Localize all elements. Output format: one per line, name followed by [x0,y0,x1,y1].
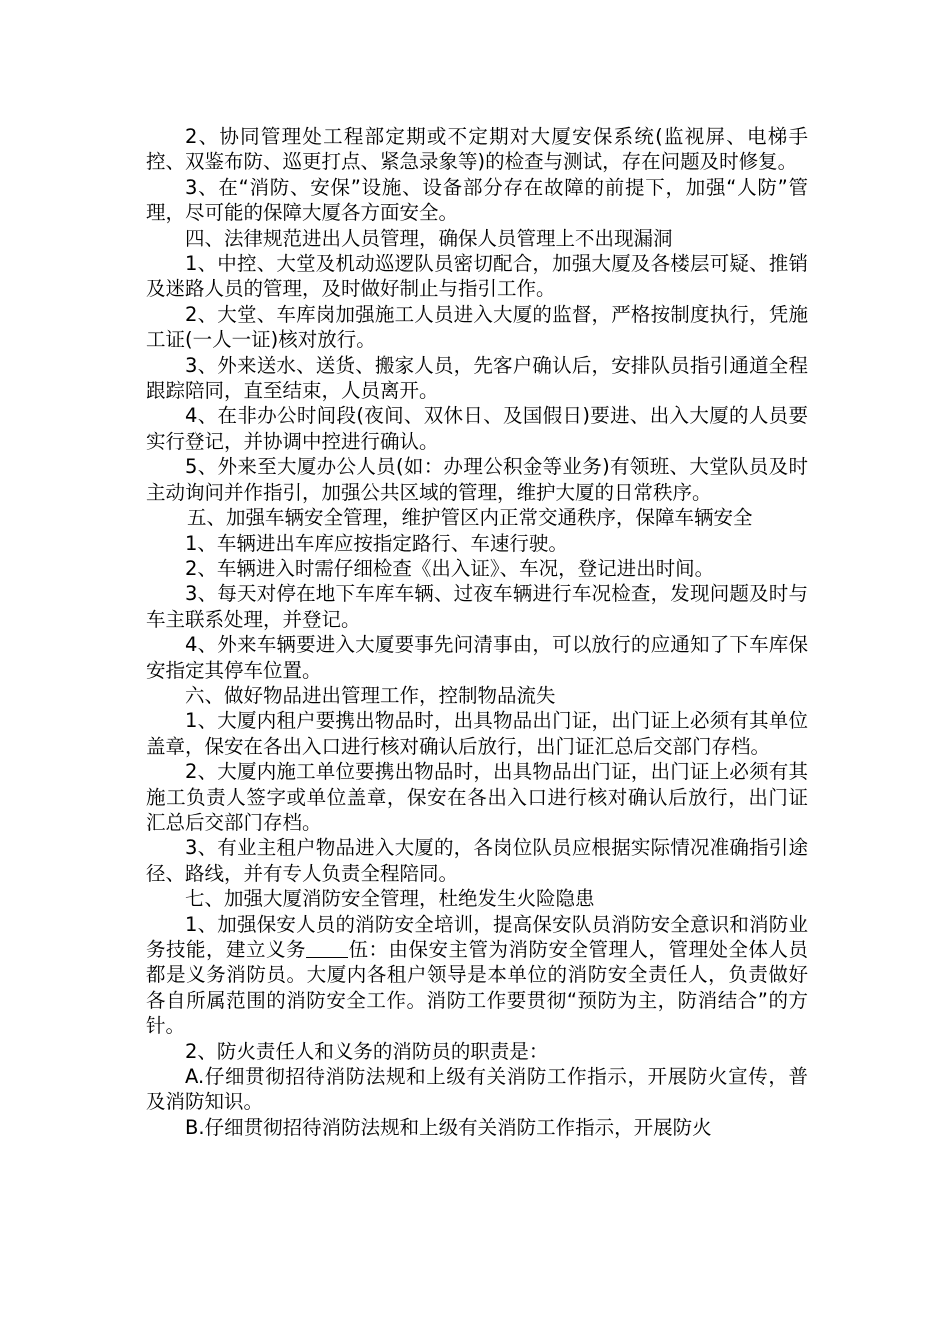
paragraph-fire-duties: 2、防火责任人和义务的消防员的职责是： [185,1039,549,1063]
paragraph-contractor-goods-exit: 2、大厦内施工单位要携出物品时，出具物品出门证，出门证上必须有其施工负责人签字或单位盖章，保安在各出入口进行核对确认后放行，出门证汇总后交部门存档。 [146,760,808,834]
section-heading-5: 五、加强车辆安全管理，维护管区内正常交通秩序，保障车辆安全 [186,506,753,530]
paragraph-construction-personnel: 2、大堂、车库岗加强施工人员进入大厦的监督，严格按制度执行，凭施工证(一人一证)核对放行。 [146,302,808,352]
paragraph-duty-a: A.仔细贯彻招待消防法规和上级有关消防工作指示，开展防火宣传，普及消防知识。 [146,1065,808,1114]
section-heading-4: 四、法律规范进出人员管理，确保人员管理上不出现漏洞 [185,226,673,250]
paragraph-vehicle-pass-check: 2、车辆进入时需仔细检查《出入证》、车况，登记进出时间。 [185,556,715,580]
paragraph-fire-training [146,912,808,1039]
paragraph-delivery-personnel: 3、外来送水、送货、搬家人员，先客户确认后，安排队员指引通道全程跟踪陪同，直至结束，人员离开。 [146,353,808,403]
paragraph-off-hours-registration: 4、在非办公时间段(夜间、双休日、及国假日)要进、出入大厦的人员要实行登记，并协调中控进行确认。 [146,404,808,453]
fill-in-blank [306,939,348,958]
section-heading-6: 六、做好物品进出管理工作，控制物品流失 [185,683,556,707]
paragraph-fire-training-end: 伍：由保安主管为消防安全管理人，管理处全体人员都是义务消防员。大厦内各租户领导是本单位的消防安全责任人，负责做好各自所属范围的消防安全工作。消防工作要贯彻“预防为主，防消结合”的方针。 [146,938,808,1038]
paragraph-security-system-check: 2、协同管理处工程部定期或不定期对大厦安保系统(监视屏、电梯手控、双鉴布防、巡更打点、紧急录象等)的检查与测试，存在问题及时修复。 [146,125,808,174]
paragraph-goods-entry: 3、有业主租户物品进入大厦的，各岗位队员应根据实际情况准确指引途径、路线，并有专人负责全程陪同。 [146,836,808,885]
paragraph-tenant-goods-exit: 1、大厦内租户要携出物品时，出具物品出门证，出门证上必须有其单位盖章，保安在各出入口进行核对确认后放行，出门证汇总后交部门存档。 [146,709,808,758]
paragraph-fire-training-start: 1、加强保安人员的消防安全培训，提高保安队员消防安全意识和消防业务技能，建立义务 [146,912,808,961]
paragraph-vehicle-route: 1、车辆进出车库应按指定路行、车速行驶。 [185,531,568,555]
paragraph-patrol-cooperation: 1、中控、大堂及机动巡逻队员密切配合，加强大厦及各楼层可疑、推销及迷路人员的管理，及时做好制止与指引工作。 [146,252,808,301]
paragraph-human-defense: 3、在“消防、安保”设施、设备部分存在故障的前提下，加强“人防”管理，尽可能的保障大厦各方面安全。 [146,175,808,225]
paragraph-visitor-guidance: 5、外来至大厦办公人员(如：办理公积金等业务)有领班、大堂队员及时主动询问并作指引，加强公共区域的管理，维护大厦的日常秩序。 [146,455,808,504]
section-heading-7: 七、加强大厦消防安全管理，杜绝发生火险隐患 [185,887,595,911]
paragraph-vehicle-daily-check: 3、每天对停在地下车库车辆、过夜车辆进行车况检查，发现问题及时与车主联系处理，并登记。 [146,582,808,631]
document-body [146,124,808,1140]
paragraph-external-vehicle: 4、外来车辆要进入大厦要事先问清事由，可以放行的应通知了下车库保安指定其停车位置。 [146,633,808,682]
paragraph-duty-b: B.仔细贯彻招待消防法规和上级有关消防工作指示，开展防火 [185,1115,712,1139]
